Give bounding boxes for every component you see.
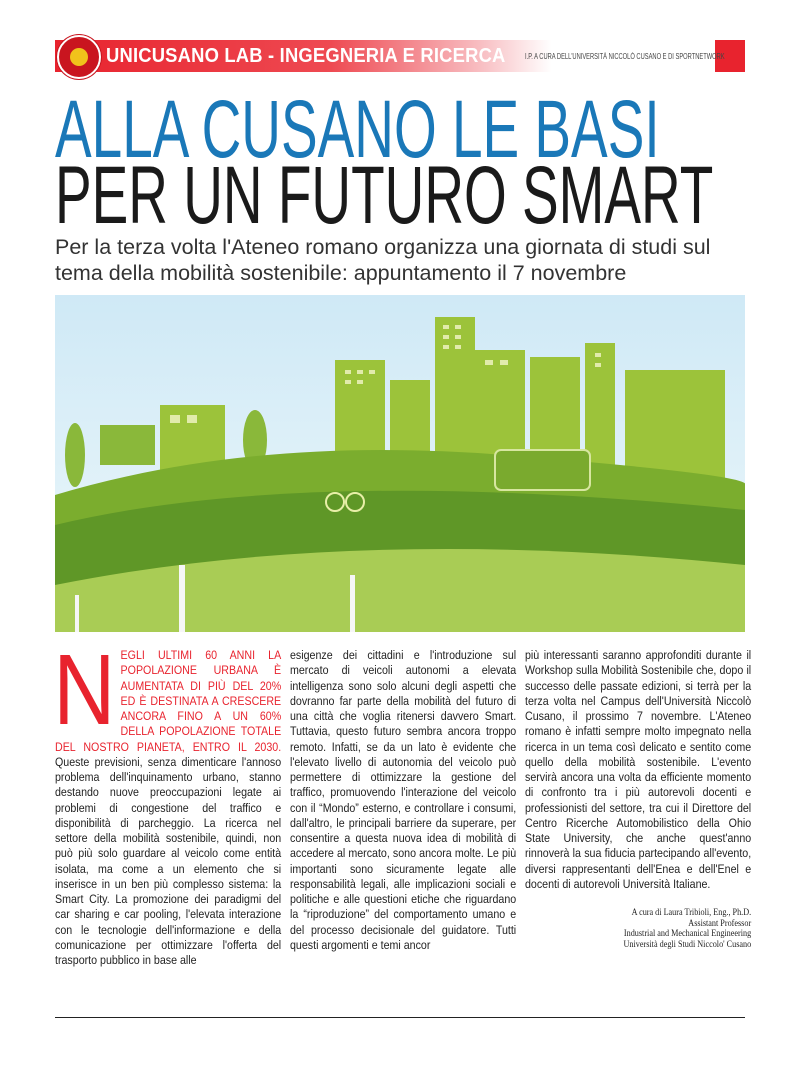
signature-line: Industrial and Mechanical Engineering xyxy=(623,929,752,939)
subtitle: Per la terza volta l'Ateneo romano organizza una giornata di studi sul tema della mobilità sostenibile: appuntamento il 7 novembre xyxy=(55,235,711,285)
signature-line: Università degli Studi Niccolo' Cusano xyxy=(623,939,752,950)
article-lead: EGLI ULTIMI 60 ANNI LA POPOLAZIONE URBANA È AUMENTATA DI PIÙ DEL 20% ED È DESTINATA A CRESCERE ANCORA FINO A UN 60% DELLA POPOLAZIONE TOTALE DEL NOSTRO PIANETA, ENTRO IL 2030. xyxy=(55,648,282,754)
section-title: UNICUSANO LAB - INGEGNERIA E RICERCA xyxy=(106,45,506,67)
signature-line: A cura di Laura Tribioli, Eng., Ph.D. xyxy=(631,908,752,918)
author-signature xyxy=(525,908,751,950)
signature-line: Assistant Professor xyxy=(688,918,752,929)
headline-line1: ALLA CUSANO LE BASI xyxy=(55,84,660,175)
article-column-2: esigenze dei cittadini e l'introduzione sul mercato di veicoli autonomi a elevata intelligenza sono solo alcuni degli aspetti che dovranno far parte della mobilità del futuro di una città che voglia ritenersi davvero Smart. Tuttavia, questo futuro sembra ancora troppo remoto. Infatti, se da un lato è evidente che l'elevato livello di autonomia del veicolo può permettere di ottimizzare la gestione del traffico, promuovendo l'interazione del veicolo con il “Mondo” esterno, e controllare i consumi, dall'altro, le principali barriere da superare, per consentire a questa nuova idea di mobilità di accedere al mercato, sono ancora molte. Le più importanti sono sicuramente legate alle responsabilità legali, alle implicazioni sociali e politiche e alle questioni etiche che riguardano la “riproduzione” del comportamento umano e del processo decisionale del guidatore. Tutti questi argomenti e temi ancor xyxy=(290,648,517,952)
sponsor-credit: I.P. A CURA DELL'UNIVERSITÀ NICCOLÒ CUSANO E DI SPORTNETWORK xyxy=(525,52,725,61)
article-body-1: Queste previsioni, senza dimenticare l'annoso problema dell'inquinamento urbano, stanno destando nuove preoccupazioni legate ai problemi di congestione del traffico e disponibilità di parcheggio. La ricerca nel settore della mobilità sostenibile, quindi, non può più solo guardare al veicolo come entità isolata, ma come a un elemento che si inserisce in un ben più complesso sistema: la Smart City. La promozione dei paradigmi del car sharing e car pooling, l'elevata interazione con le tecnologie dell'informazione e della comunicazione per ottimizzare l'offerta del trasporto pubblico in base alle xyxy=(55,754,282,967)
article-body-3: più interessanti saranno approfonditi durante il Workshop sulla Mobilità Sostenibile che, dopo il successo delle passate edizioni, si terrà per la terza volta nel Campus dell'Università Niccolò Cusano, il prossimo 7 novembre. L'Ateneo romano è infatti sempre molto impegnato nella ricerca in un tema così delicato e sentito come quello della mobilità sostenibile. L'evento servirà ancora una volta da efficiente momento di confronto tra i più autorevoli docenti e professionisti del settore, tra cui il Direttore del Centro Ricerche Automobilistico della Ohio State University, che anche quest'anno rinnoverà la sua fiducia partecipando all'evento, diversi rappresentanti dell'Enea e dell'Enel e docenti di autorevoli Università Italiane. xyxy=(525,648,752,891)
article-column-1 xyxy=(53,634,282,968)
bottom-divider xyxy=(55,1017,745,1018)
headline-line2: PER UN FUTURO SMART xyxy=(55,150,714,241)
drop-cap: N xyxy=(53,634,116,746)
article-column-3 xyxy=(525,648,751,950)
smart-city-illustration xyxy=(55,295,745,632)
university-logo xyxy=(57,35,101,79)
